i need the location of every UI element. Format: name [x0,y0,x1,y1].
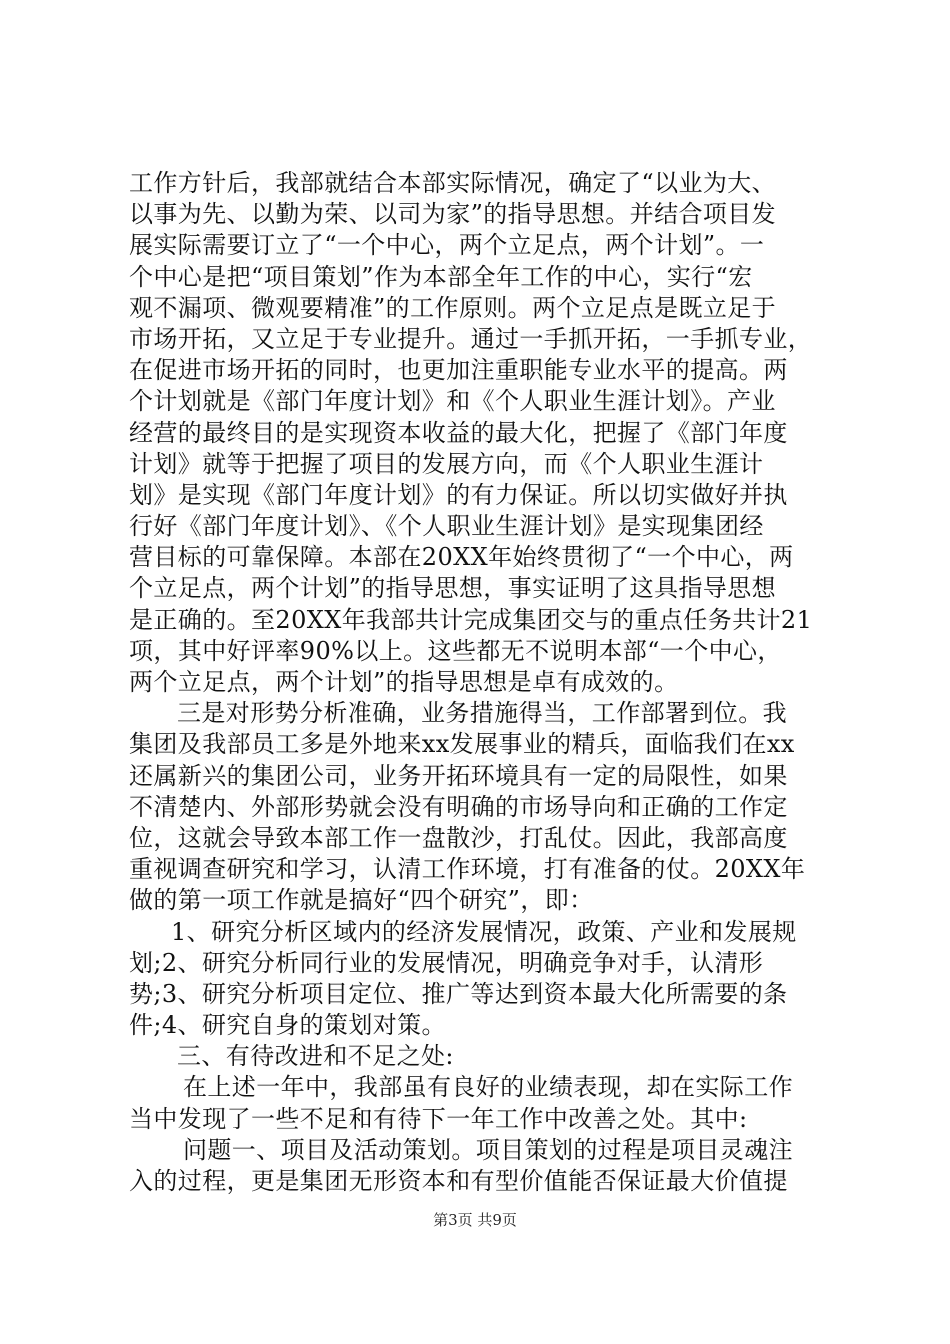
body-text [129,168,829,1197]
text-line: 以事为先、以勤为荣、以司为家”的指导思想。并结合项目发 [129,200,777,229]
paragraph-start-line: 问题一、项目及活动策划。项目策划的过程是项目灵魂注 [183,1135,793,1164]
text-line: 件;4、研究自身的策划对策。 [129,1011,446,1040]
text-line: 势;3、研究分析项目定位、推广等达到资本最大化所需要的条 [129,979,788,1008]
text-line: 在促进市场开拓的同时，也更加注重职能专业水平的提高。两 [129,356,788,385]
paragraph-start-line: 三是对形势分析准确，业务措施得当，工作部署到位。我 [177,699,787,728]
text-line: 项，其中好评率90%以上。这些都无不说明本部“一个中心， [129,636,782,665]
text-line: 营目标的可靠保障。本部在20XX年始终贯彻了“一个中心，两 [129,543,794,572]
text-line: 经营的最终目的是实现资本收益的最大化，把握了《部门年度 [129,418,788,447]
list-start-line: 1、研究分析区域内的经济发展情况，政策、产业和发展规 [171,917,797,946]
paragraph-start-line: 在上述一年中，我部虽有良好的业绩表现，却在实际工作 [183,1073,793,1102]
text-line: 两个立足点，两个计划”的指导思想是卓有成效的。 [129,668,679,696]
text-line: 位，这就会导致本部工作一盘散沙，打乱仗。因此，我部高度 [129,823,788,852]
text-line: 划》是实现《部门年度计划》的有力保证。所以切实做好并执 [129,480,788,509]
text-line: 行好《部门年度计划》、《个人职业生涯计划》是实现集团经 [129,512,764,541]
text-line: 做的第一项工作就是搞好“四个研究”，即： [129,886,594,915]
text-line: 还属新兴的集团公司，业务开拓环境具有一定的局限性，如果 [129,761,788,790]
text-line: 个立足点，两个计划”的指导思想，事实证明了这具指导思想 [129,574,777,603]
text-line: 入的过程，更是集团无形资本和有型价值能否保证最大价值提 [129,1167,788,1195]
text-line: 工作方针后，我部就结合本部实际情况，确定了“以业为大、 [129,169,777,197]
text-line: 计划》就等于把握了项目的发展方向，而《个人职业生涯计 [129,449,764,478]
text-line: 个中心是把“项目策划”作为本部全年工作的中心，实行“宏 [129,262,753,291]
text-line: 集团及我部员工多是外地来xx发展事业的精兵，面临我们在xx [129,730,795,759]
text-line: 当中发现了一些不足和有待下一年工作中改善之处。其中: [129,1104,748,1133]
page-number-footer: 第3页 共9页 [433,1211,517,1229]
text-line: 重视调查研究和学习，认清工作环境，打有准备的仗。20XX年 [129,855,806,884]
section-heading: 三、有待改进和不足之处: [177,1042,454,1071]
text-line: 划;2、研究分析同行业的发展情况，明确竞争对手，认清形 [129,948,764,977]
text-line: 个计划就是《部门年度计划》和《个人职业生涯计划》。产业 [129,387,776,416]
text-line: 观不漏项、微观要精准”的工作原则。两个立足点是既立足于 [129,293,777,322]
text-line: 不清楚内、外部形势就会没有明确的市场导向和正确的工作定 [129,792,788,821]
text-line: 展实际需要订立了“一个中心，两个立足点，两个计划”。一 [129,231,765,260]
text-line: 市场开拓，又立足于专业提升。通过一手抓开拓，一手抓专业， [129,324,813,353]
text-line: 是正确的。至20XX年我部共计完成集团交与的重点任务共计21 [129,605,813,634]
